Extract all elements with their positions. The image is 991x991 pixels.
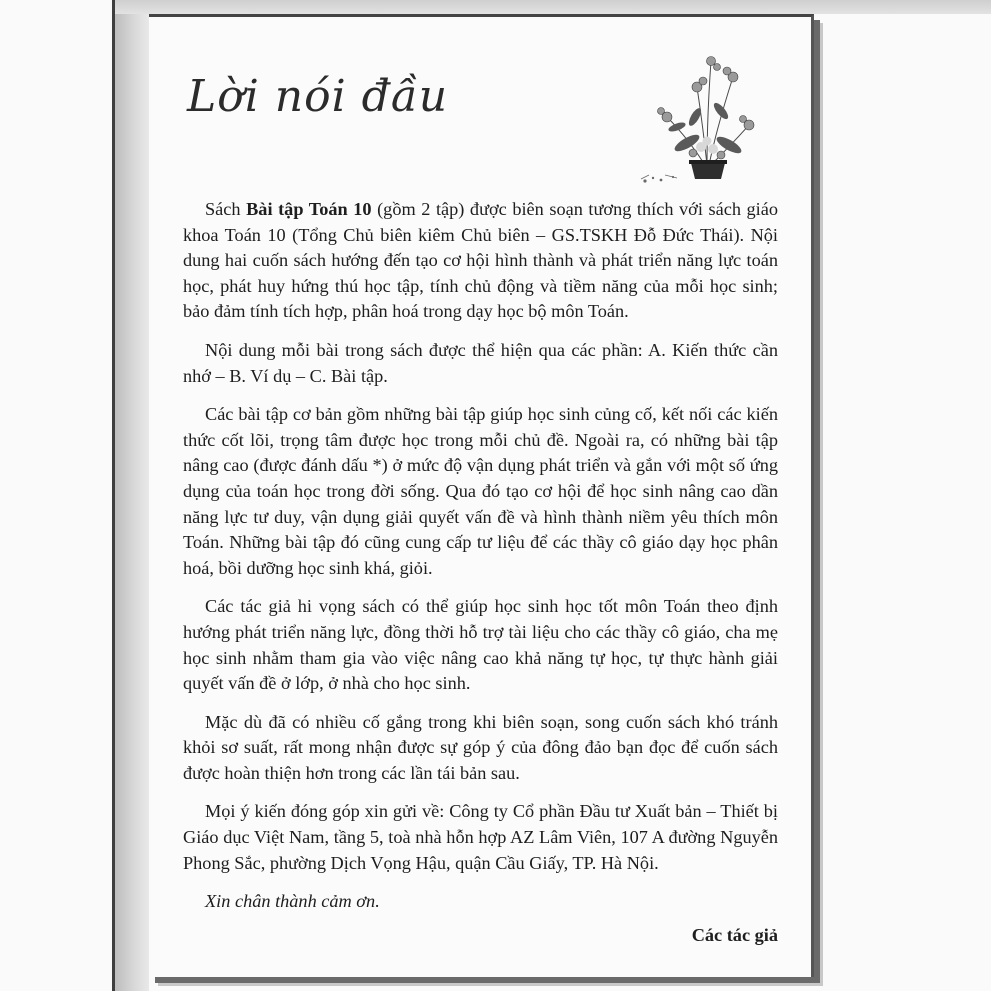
paragraph-text: (gồm 2 tập) được biên soạn tương thích với sách giáo khoa Toán 10 (Tổng Chủ biên kiêm Chủ biên – GS.TSKH Đỗ Đức Thái). Nội dung hai cuốn sách hướng đến tạo cơ hội hình thành và phát triển năng lực toán học, phát huy hứng thú học tập, tính chủ động và tiềm năng của mỗi học sinh; bảo đảm tính tích hợp, phân hoá trong dạy học bộ môn Toán. <box>183 199 779 322</box>
flower-bouquet-icon <box>637 47 765 197</box>
paragraph: Nội dung mỗi bài trong sách được thể hiện qua các phần: A. Kiến thức cần nhớ – B. Ví dụ – C. Bài tập. <box>183 339 778 386</box>
author-signature: Các tác giả <box>691 924 778 945</box>
frame-shadow <box>115 0 149 991</box>
paragraph-text: Sách <box>205 199 247 219</box>
closing-line: Xin chân thành cảm ơn. <box>205 891 380 912</box>
book-title-bold: Bài tập Toán 10 <box>246 199 372 219</box>
paragraph: Các bài tập cơ bản gồm những bài tập giúp học sinh củng cố, kết nối các kiến thức cốt lõi, trọng tâm được học trong mỗi chủ đề. Ngoài ra, có những bài tập nâng cao (được đánh dấu *) ở mức độ vận dụng phát triển và gắn với một số ứng dụng của toán học trong đời sống. Qua đó tạo cơ hội để học sinh nâng cao dần năng lực tư duy, vận dụng giải quyết vấn đề và hình thành niềm yêu thích môn Toán. Những bài tập đó cũng cung cấp tư liệu để các thầy cô giáo dạy học phân hoá, bồi dưỡng học sinh khá, giỏi. <box>183 404 778 578</box>
preface-body <box>183 197 778 948</box>
page-title: Lời nói đầu <box>187 71 449 122</box>
paragraph: Mặc dù đã có nhiều cố gắng trong khi biên soạn, song cuốn sách khó tránh khỏi sơ suất, rất mong nhận được sự góp ý của đông đảo bạn đọc để cuốn sách được hoàn thiện hơn trong các lần tái bản sau. <box>183 711 778 783</box>
top-frame-band <box>115 0 991 14</box>
paragraph <box>183 197 778 325</box>
paragraph: Mọi ý kiến đóng góp xin gửi về: Công ty Cổ phần Đầu tư Xuất bản – Thiết bị Giáo dục Việt Nam, tầng 5, toà nhà hỗn hợp AZ Lâm Viên, 107 A đường Nguyễn Phong Sắc, phường Dịch Vọng Hậu, quận Cầu Giấy, TP. Hà Nội. <box>183 801 778 873</box>
paragraph: Các tác giả hi vọng sách có thể giúp học sinh học tốt môn Toán theo định hướng phát triển năng lực, đồng thời hỗ trợ tài liệu cho các thầy cô giáo, cha mẹ học sinh nhằm tham gia vào việc nâng cao khả năng tự học, tự thực hành giải quyết vấn đề ở lớp, ở nhà cho học sinh. <box>183 596 778 694</box>
book-page <box>149 14 814 977</box>
